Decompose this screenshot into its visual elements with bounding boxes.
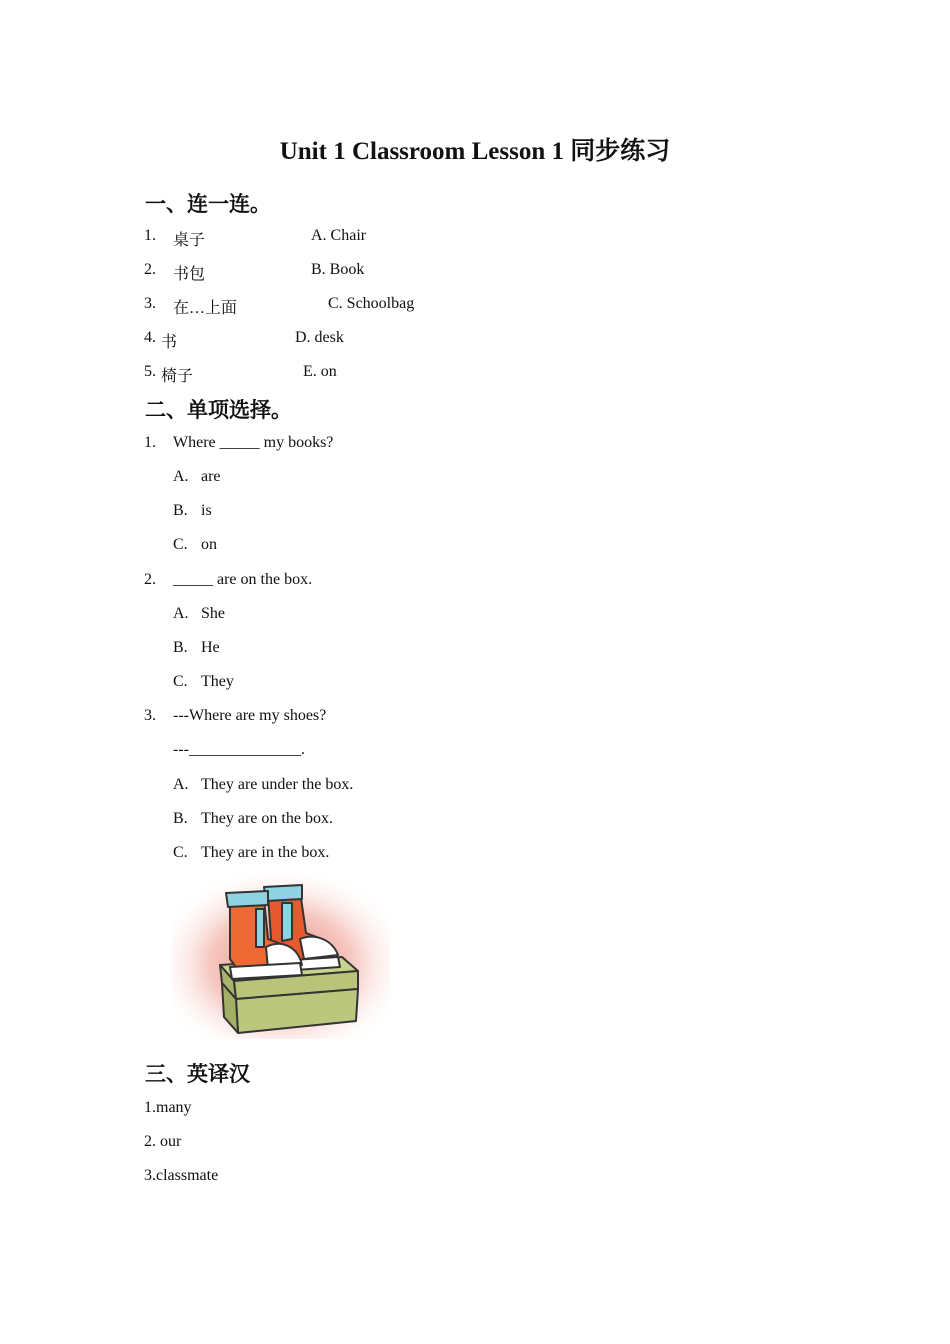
- match-item-chinese: 书包: [173, 266, 206, 283]
- match-item-number: 2.: [144, 261, 156, 278]
- translate-item: 3.classmate: [144, 1167, 219, 1184]
- match-item-english: B. Book: [311, 261, 365, 278]
- question-number: 2.: [144, 571, 156, 588]
- option-text: They are on the box.: [201, 810, 333, 827]
- option-text: They: [201, 673, 234, 690]
- question-number: 3.: [144, 707, 156, 724]
- translate-item: 2. our: [144, 1133, 182, 1150]
- option-text: They are in the box.: [201, 844, 330, 861]
- match-item-number: 5.: [144, 363, 156, 380]
- option-text: She: [201, 605, 225, 622]
- question-text: Where _____ my books?: [173, 434, 334, 451]
- match-item-number: 1.: [144, 227, 156, 244]
- option-letter: A.: [173, 776, 189, 793]
- answer-blank-line: ---______________.: [173, 741, 305, 758]
- match-item-number: 4.: [144, 329, 156, 346]
- option-letter: A.: [173, 605, 189, 622]
- option-text: He: [201, 639, 220, 656]
- match-item-english: A. Chair: [311, 227, 367, 244]
- match-item-number: 3.: [144, 295, 156, 312]
- match-item-english: C. Schoolbag: [328, 295, 415, 312]
- question-text: ---Where are my shoes?: [173, 707, 327, 724]
- match-item-english: E. on: [303, 363, 337, 380]
- option-text: They are under the box.: [201, 776, 354, 793]
- option-letter: B.: [173, 639, 188, 656]
- option-letter: C.: [173, 844, 188, 861]
- section-heading-matching: 一、连一连。: [145, 192, 271, 216]
- shoes-on-box-illustration: [172, 873, 390, 1039]
- match-item-english: D. desk: [295, 329, 344, 346]
- option-letter: A.: [173, 468, 189, 485]
- match-item-chinese: 桌子: [173, 232, 206, 249]
- option-letter: C.: [173, 673, 188, 690]
- section-heading-translate: 三、英译汉: [145, 1062, 250, 1086]
- match-item-chinese: 在…上面: [173, 300, 238, 317]
- option-text: is: [201, 502, 212, 519]
- option-text: are: [201, 468, 221, 485]
- option-text: on: [201, 536, 217, 553]
- translate-item: 1.many: [144, 1099, 192, 1116]
- question-number: 1.: [144, 434, 156, 451]
- question-text: _____ are on the box.: [173, 571, 313, 588]
- page-title: Unit 1 Classroom Lesson 1 同步练习: [279, 138, 671, 165]
- section-heading-choice: 二、单项选择。: [145, 398, 292, 422]
- option-letter: C.: [173, 536, 188, 553]
- match-item-chinese: 椅子: [161, 368, 194, 385]
- match-item-chinese: 书: [161, 334, 178, 351]
- option-letter: B.: [173, 502, 188, 519]
- option-letter: B.: [173, 810, 188, 827]
